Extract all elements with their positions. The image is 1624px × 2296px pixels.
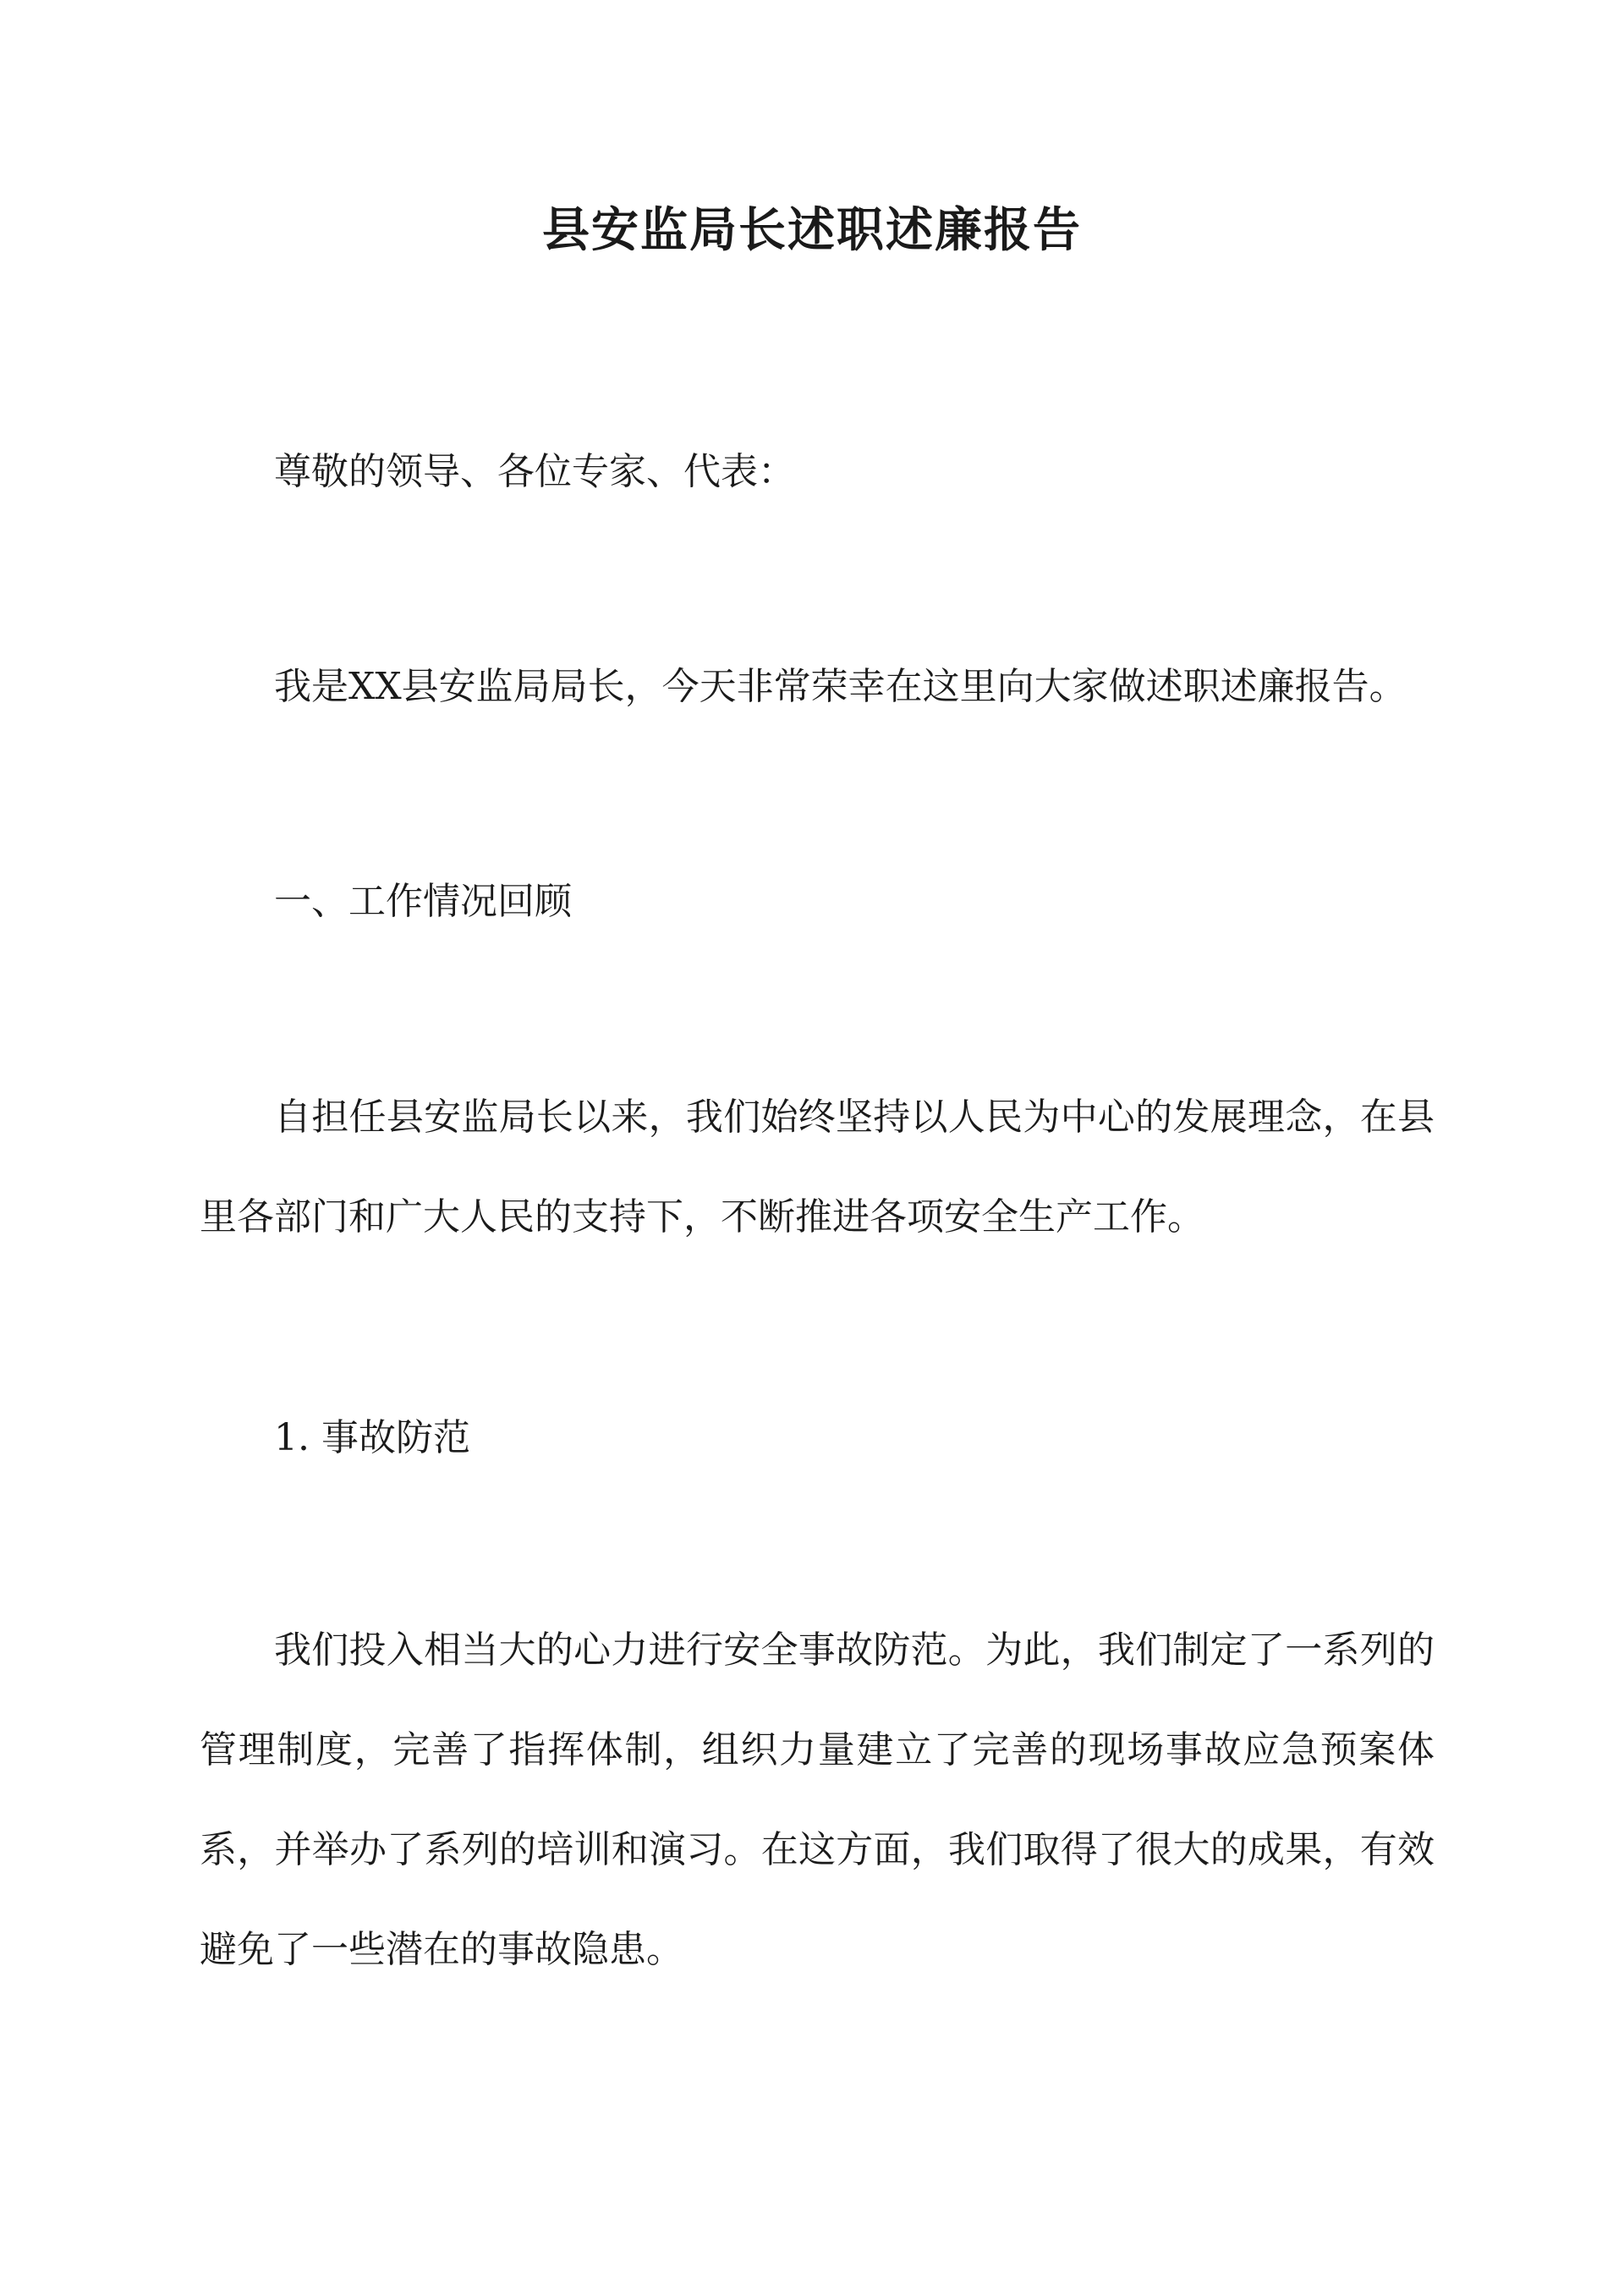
greeting: 尊敬的领导、各位专家、代表： xyxy=(274,450,795,493)
document-title: 县安监局长述职述廉报告 xyxy=(542,202,1082,258)
body-paragraph: 我们投入相当大的心力进行安全事故防范。为此，我们制定了一系列的管理制度，完善了指挥体制，组织力量建立了完善的现场事故应急预案体系，并举办了系列的培训和演习。在这方面，我们取得了很大的成果，有效避免了一些潜在的事故隐患。 xyxy=(200,1629,1435,1971)
intro-paragraph: 我是XX县安监局局长，今天非常荣幸在这里向大家做述职述廉报告。 xyxy=(274,665,1407,708)
body-paragraph: 自担任县安监局长以来，我们始终坚持以人民为中心的发展理念，在县里各部门和广大人民的支持下，不断推进各项安全生产工作。 xyxy=(200,1096,1435,1239)
section-heading: 一、工作情况回顾 xyxy=(274,880,572,923)
subsection-heading: 1. 事故防范 xyxy=(274,1416,470,1459)
